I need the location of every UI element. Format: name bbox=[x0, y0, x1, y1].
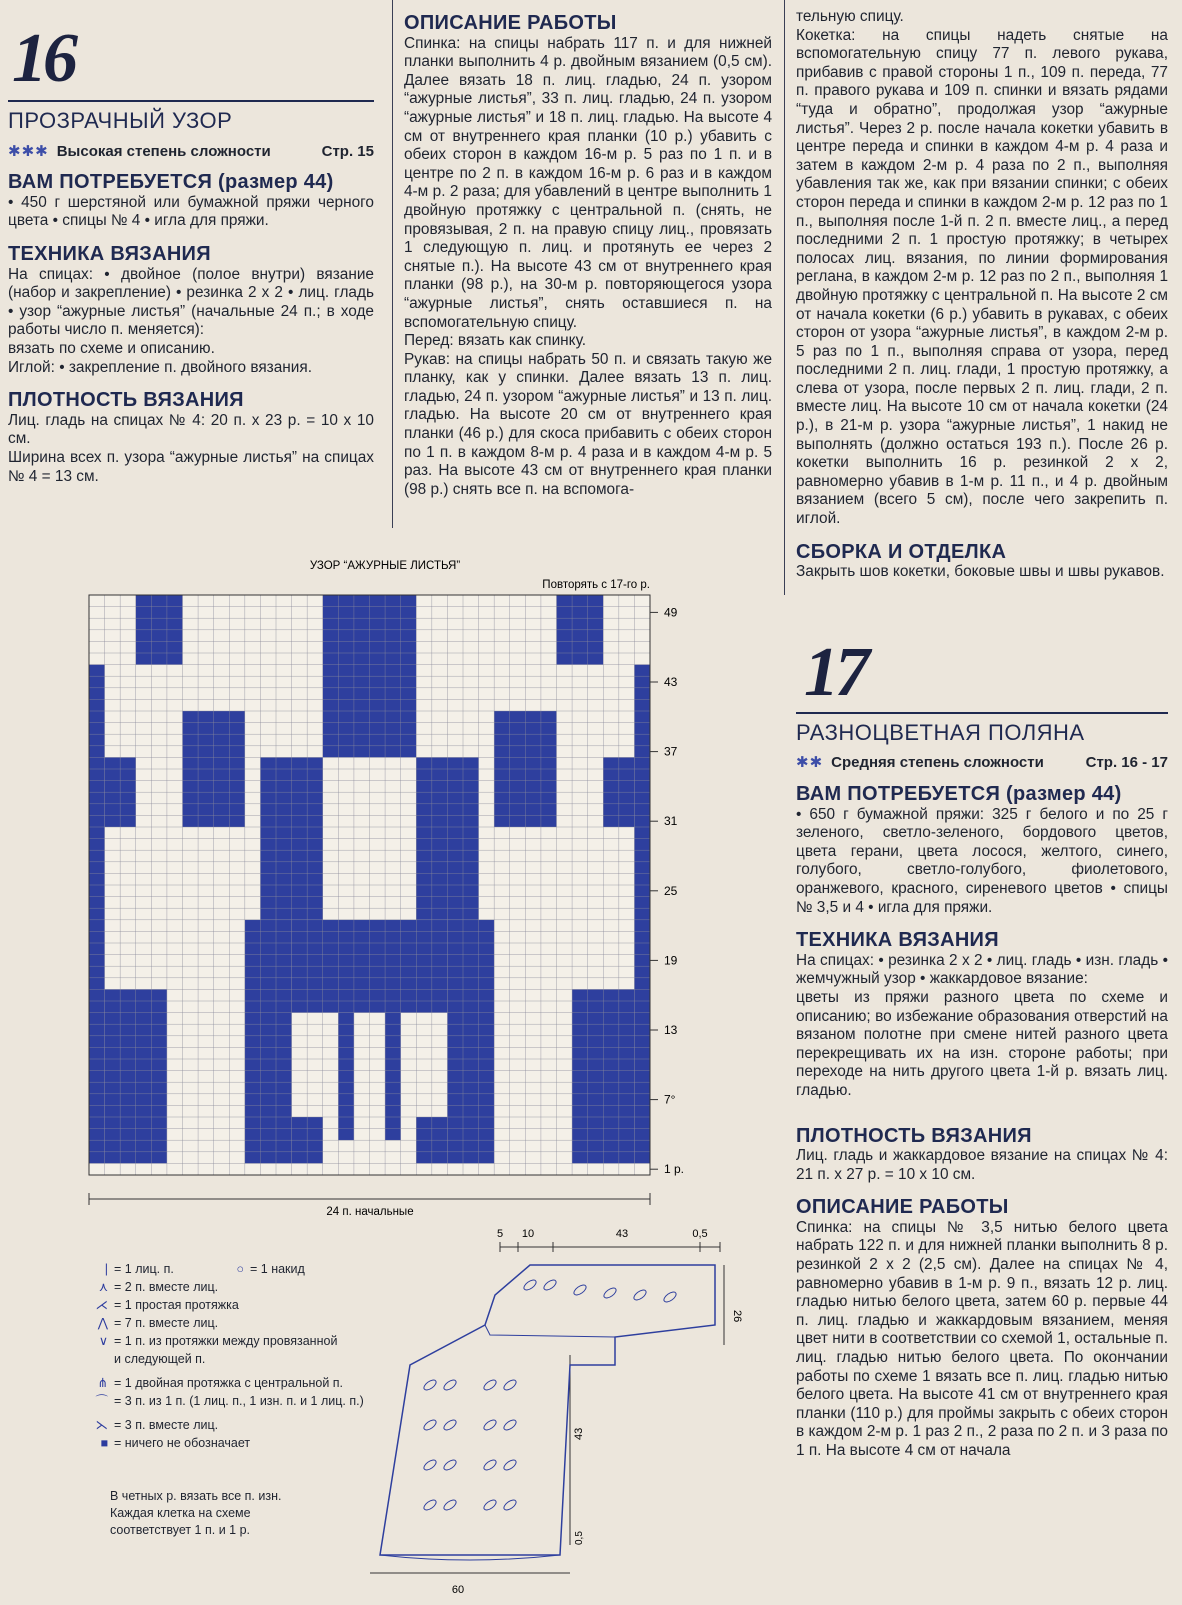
leaf-mark bbox=[422, 1418, 437, 1432]
row-label: 37 bbox=[664, 744, 678, 759]
row-label: 49 bbox=[664, 605, 678, 620]
dim-side-label: 43 bbox=[573, 1427, 585, 1440]
chart-note: В четных р. вязать все п. изн. Каждая клетка на схеме соответствует 1 п. и 1 р. bbox=[110, 1489, 282, 1537]
k3tog-icon: ⋋ bbox=[95, 1418, 108, 1432]
work-heading: ОПИСАНИЕ РАБОТЫ bbox=[404, 12, 617, 34]
no-stitch-icon: ■ bbox=[100, 1436, 108, 1450]
dim-top-3: 43 bbox=[615, 1228, 629, 1240]
legend-row bbox=[40, 1332, 400, 1368]
technique-text-3: Иглой: • закрепление п. двойного вязания. bbox=[8, 358, 312, 376]
skp-icon: ⋌ bbox=[95, 1298, 108, 1312]
leaf-mark bbox=[442, 1458, 457, 1472]
row-label: 25 bbox=[664, 883, 678, 898]
work-heading-2: ОПИСАНИЕ РАБОТЫ bbox=[796, 1196, 1009, 1219]
work-text-2: Спинка: на спицы № 3,5 нитью белого цвета набрать 122 п. и для нижней планки выполнить 8 р. резинкой 2 х 2 (2,5 см). Далее на спицах № 4, равномерно убавив в 1-м р. 9 п., вязать 12 р. лиц. гладью нитью белого цвета, затем 60 р. первые 44 п. лиц. гладью и жаккардовым вязанием, меняя цвет нити в соответствии со схемой 1, остальные п. лиц. гладью нитью белого цвета. По окончании работы по схеме 1 вязать все п. лиц. гладью нитью белого цвета. На высоте 41 см от внутреннего края планки (110 р.) для проймы закрыть с обеих сторон в каждом 2-м р. 1 раз 2 п., 2 раза по 2 п. и 3 раза по 1 п. На высоте 4 см от начала bbox=[796, 1218, 1168, 1459]
density-text-2: Ширина всех п. узора “ажурные листья” на спицах № 4 = 13 см. bbox=[8, 448, 374, 485]
row-label: 7° bbox=[664, 1092, 676, 1107]
chart-legend bbox=[40, 1260, 400, 1452]
legend-text: = 1 двойная протяжка с центральной п. bbox=[114, 1376, 344, 1390]
assembly-text: Закрыть шов кокетки, боковые швы и швы рукавов. bbox=[796, 563, 1165, 581]
dim-top-2: 10 bbox=[521, 1228, 535, 1240]
legend-row bbox=[40, 1260, 400, 1278]
materials-text-2: • 650 г бумажной пряжи: 325 г белого и по 25 г зеленого, светло-зеленого, бордового цветов, цвета герани, цвета лосося, желтого, синего, голубого, светло-голубого, фиолетового, оранжевого, красного, сиреневого цветов • спицы № 3,5 и 4 • игла для пряжи. bbox=[796, 805, 1168, 916]
legend-text: = 3 п. из 1 п. (1 лиц. п., 1 изн. п. и 1 лиц. п.) bbox=[114, 1394, 364, 1408]
legend-text: = 1 простая протяжка bbox=[114, 1298, 239, 1312]
difficulty-stars-icon: ✱✱✱ bbox=[8, 142, 49, 160]
chart-bottom-label: 24 п. начальные bbox=[326, 1206, 414, 1218]
legend-text: = 1 лиц. п. bbox=[114, 1262, 174, 1276]
leaf-mark bbox=[482, 1498, 497, 1512]
legend-row bbox=[40, 1374, 400, 1392]
technique-text-2-2: цветы из пряжи разного цвета по схеме и описанию; во избежание образования отверстий на вязаном полотне при смене нитей разного цвета перекрещивать их на изн. стороне работы; при переходе на нить другого цвета 1-й р. вязать лиц. гладью. bbox=[796, 988, 1168, 1099]
leaf-mark bbox=[522, 1278, 537, 1292]
column-1 bbox=[8, 0, 374, 486]
legend-text: = 1 п. из протяжки между провязанной и следующей п. bbox=[114, 1334, 338, 1366]
leaf-mark bbox=[482, 1378, 497, 1392]
difficulty-stars-icon-2: ✱✱ bbox=[796, 754, 824, 772]
leaf-mark bbox=[442, 1498, 457, 1512]
technique-text-2: вязать по схеме и описанию. bbox=[8, 339, 215, 357]
leaf-mark bbox=[502, 1498, 517, 1512]
pattern-number-16: 16 bbox=[12, 20, 74, 97]
continued-text: тельную спицу. bbox=[796, 8, 904, 25]
materials-text: • 450 г шерстяной или бумажной пряжи черного цвета • спицы № 4 • игла для пряжи. bbox=[8, 193, 374, 230]
work-back: Спинка: на спицы набрать 117 п. и для нижней планки выполнить 4 р. двойным вязанием (0,5 см). Далее вязать 18 п. лиц. гладью, 24 п. узором “ажурные листья”, 33 п. лиц. гладью, 24 п. узором “ажурные листья” и 18 п. лиц. гладью. На высоте 4 см от внутреннего края планки (10 р.) убавить с обеих сторон в каждом 16-м р. 5 раз по 1 п. и в центре по 2 п. в каждом 16-м р. 6 раз и в каждом 4-м р. 2 раза; для убавлений в центре выполнить 1 двойную протяжку с центральной п. (снять, не провязывая, 2 п. на правую спицу лиц., провязать 1 следующую п. лиц. и протянуть ее через 2 снятые п.). На высоте 43 см от внутреннего края планки (98 р.), на 30-м р. повторяющегося узора “ажурные листья”, снять оставшиеся п. на вспомогательную спицу. bbox=[404, 34, 772, 331]
row-label: 31 bbox=[664, 814, 678, 829]
no-stitch-cell-block bbox=[385, 1013, 401, 1141]
leaf-mark bbox=[482, 1458, 497, 1472]
k7tog-icon: ⋀ bbox=[97, 1316, 108, 1330]
increase-three-icon: ⌒ bbox=[95, 1394, 108, 1408]
legend-row bbox=[40, 1314, 400, 1332]
legend-text: = 3 п. вместе лиц. bbox=[114, 1418, 219, 1432]
pattern-title: ПРОЗРАЧНЫЙ УЗОР bbox=[8, 108, 233, 133]
leaf-mark bbox=[422, 1458, 437, 1472]
legend-row bbox=[40, 1278, 400, 1296]
yoke-text: Кокетка: на спицы надеть снятые на вспомогательную спицу 77 п. левого рукава, прибавив с правой стороны 1 п., 109 п. переда, 77 п. правого рукава и 109 п. спинки и вязать рядами “туда и обратно”, продолжая узор “ажурные листья”. Через 2 р. после начала кокетки убавить в центре переда и спинки в каждом 4-м р. 4 раза и затем в каждом 2-м р. 4 раза по 2 п., выполняя убавления так же, как при вязании спинки; с обеих сторон переда и спинки в каждом 2-м р. 12 раз по 1 п., выполняя после 1-й п. 2 п. вместе лиц., а перед последними 2 п. 1 простую протяжку; в четырех полосах лиц. вязания, по линии формирования реглана, в каждом 2-м р. 12 раз по 2 п., выполняя 1 двойную протяжку с центральной п. На высоте 2 см от начала кокетки (6 р.) убавить в рукавах, с обеих сторон от узора “ажурные листья”, в каждом 2-м р. 5 раз по 1 п., выполняя справа от узора, перед последними 2 п. лиц. глади, 1 простую протяжку, а слева от узора, после первых 2 п. лиц. глади, 2 п. вместе лиц. На высоте 10 см от начала кокетки (24 р.), в 21-м р. узора “ажурные листья”, 1 накид не выполнять (должно остаться 193 п.). После 26 р. кокетки выполнить 16 р. резинкой 2 х 2, равномерно убавив в 1-м р. 11 п., и 4 р. двойным вязанием (всего 5 см), после чего закрепить п. иглой. bbox=[796, 26, 1168, 528]
garment-schematic-svg bbox=[370, 1225, 770, 1600]
double-decrease-icon: ⋔ bbox=[97, 1376, 108, 1390]
assembly-heading: СБОРКА И ОТДЕЛКА bbox=[796, 540, 1007, 563]
leaf-mark bbox=[422, 1498, 437, 1512]
no-stitch-cell-block bbox=[245, 920, 292, 1164]
k2tog-icon: ⋏ bbox=[98, 1280, 108, 1294]
column-divider-2 bbox=[784, 0, 785, 595]
garment-neckline bbox=[485, 1325, 615, 1337]
technique-heading: ТЕХНИКА ВЯЗАНИЯ bbox=[8, 242, 211, 265]
no-stitch-cell-block bbox=[447, 920, 494, 1164]
work-sleeve: Рукав: на спицы набрать 50 п. и связать такую же планку, как у спинки. Далее вязать 13 п. лиц. гладью, 24 п. узором “ажурные листья” и 13 п. лиц. гладью. На высоте 20 см от внутреннего края планки (46 р.) для скоса прибавить с обеих сторон по 1 п. в каждом 8-м р. 4 раза и в каждом 4-м р. 5 раз. На высоте 43 см от внутреннего края планки (98 р.) снять все п. на вспомога- bbox=[404, 350, 772, 498]
difficulty-label: Высокая степень сложности bbox=[56, 142, 271, 160]
leaf-mark bbox=[502, 1418, 517, 1432]
technique-text-1: На спицах: • двойное (полое внутри) вязание (набор и закрепление) • резинка 2 х 2 • лиц. гладь • узор “ажурные листья” (начальные 24 п.; в ходе работы число п. меняется): bbox=[8, 265, 374, 339]
legend-text: = 1 накид bbox=[250, 1262, 305, 1276]
dim-bottom-label: 60 bbox=[451, 1584, 465, 1596]
difficulty-line-2 bbox=[796, 754, 1168, 773]
leaf-mark bbox=[632, 1288, 647, 1302]
leaf-mark bbox=[572, 1283, 587, 1297]
density-text-2-1: Лиц. гладь и жаккардовое вязание на спицах № 4: 21 п. х 27 р. = 10 х 10 см. bbox=[796, 1147, 1168, 1183]
density-heading-2: ПЛОТНОСТЬ ВЯЗАНИЯ bbox=[796, 1124, 1032, 1147]
dim-small-label: 0,5 bbox=[574, 1531, 585, 1545]
leaf-mark bbox=[662, 1290, 677, 1304]
difficulty-line bbox=[8, 143, 374, 162]
technique-text-2-1: На спицах: • резинка 2 х 2 • лиц. гладь • изн. гладь • жемчужный узор • жаккардовое вязание: bbox=[796, 951, 1168, 988]
yarn-over-icon: ○ bbox=[236, 1262, 244, 1276]
legend-text: = 7 п. вместе лиц. bbox=[114, 1316, 219, 1330]
legend-text: = 2 п. вместе лиц. bbox=[114, 1280, 219, 1294]
no-stitch-cell-block bbox=[338, 1013, 354, 1141]
legend-row bbox=[40, 1434, 400, 1452]
leaf-mark bbox=[442, 1378, 457, 1392]
materials-heading-2: ВАМ ПОТРЕБУЕТСЯ (размер 44) bbox=[796, 783, 1122, 805]
chart-repeat-note: Повторять с 17-го р. bbox=[542, 579, 650, 591]
leaf-mark bbox=[542, 1278, 557, 1292]
legend-row bbox=[40, 1392, 400, 1410]
row-label: 1 р. bbox=[664, 1162, 685, 1177]
make-one-icon: ∨ bbox=[98, 1334, 108, 1348]
chart-title: УЗОР “АЖУРНЫЕ ЛИСТЬЯ” bbox=[309, 560, 461, 572]
no-stitch-cell-block bbox=[634, 665, 650, 1164]
density-heading: ПЛОТНОСТЬ ВЯЗАНИЯ bbox=[8, 389, 244, 412]
legend-row bbox=[40, 1296, 400, 1314]
column-2 bbox=[404, 0, 772, 499]
row-label: 13 bbox=[664, 1023, 678, 1037]
pattern-title-2: РАЗНОЦВЕТНАЯ ПОЛЯНА bbox=[796, 719, 1085, 745]
dim-top-1: 5 bbox=[496, 1228, 504, 1240]
chart-grid bbox=[89, 595, 650, 1175]
technique-heading-2: ТЕХНИКА ВЯЗАНИЯ bbox=[796, 929, 999, 952]
pattern-number-17: 17 bbox=[804, 633, 866, 711]
work-front: Перед: вязать как спинку. bbox=[404, 332, 586, 350]
header-rule-2 bbox=[796, 712, 1168, 714]
page-reference: Стр. 15 bbox=[321, 142, 374, 160]
legend-text: = ничего не обозначает bbox=[114, 1436, 251, 1450]
no-stitch-cell-block bbox=[89, 665, 105, 1164]
column-divider-1 bbox=[392, 0, 393, 528]
leaf-mark bbox=[602, 1286, 617, 1300]
materials-heading: ВАМ ПОТРЕБУЕТСЯ (размер 44) bbox=[8, 171, 334, 194]
dim-top-4: 0,5 bbox=[692, 1228, 708, 1240]
knit-stitch-icon: | bbox=[104, 1262, 108, 1276]
page-reference-2: Стр. 16 - 17 bbox=[1085, 754, 1168, 772]
difficulty-label-2: Средняя степень сложности bbox=[831, 754, 1044, 772]
legend-row bbox=[40, 1416, 400, 1434]
row-label: 43 bbox=[664, 675, 678, 689]
header-rule bbox=[8, 100, 374, 102]
leaf-mark bbox=[422, 1378, 437, 1392]
knitting-chart-svg bbox=[40, 555, 740, 1235]
knitting-chart bbox=[40, 555, 740, 1235]
density-text-1: Лиц. гладь на спицах № 4: 20 п. х 23 р. = 10 х 10 см. bbox=[8, 411, 374, 448]
garment-schematic bbox=[370, 1225, 770, 1600]
leaf-mark bbox=[442, 1418, 457, 1432]
leaf-mark bbox=[502, 1458, 517, 1472]
schematic-leaf-pattern bbox=[422, 1278, 677, 1512]
leaf-mark bbox=[482, 1418, 497, 1432]
row-label: 19 bbox=[664, 953, 678, 968]
leaf-mark bbox=[502, 1378, 517, 1392]
chart-row-labels bbox=[650, 605, 684, 1176]
dim-right-label: 26 bbox=[731, 1310, 743, 1323]
column-3 bbox=[796, 0, 1168, 1461]
garment-outline bbox=[380, 1265, 715, 1555]
